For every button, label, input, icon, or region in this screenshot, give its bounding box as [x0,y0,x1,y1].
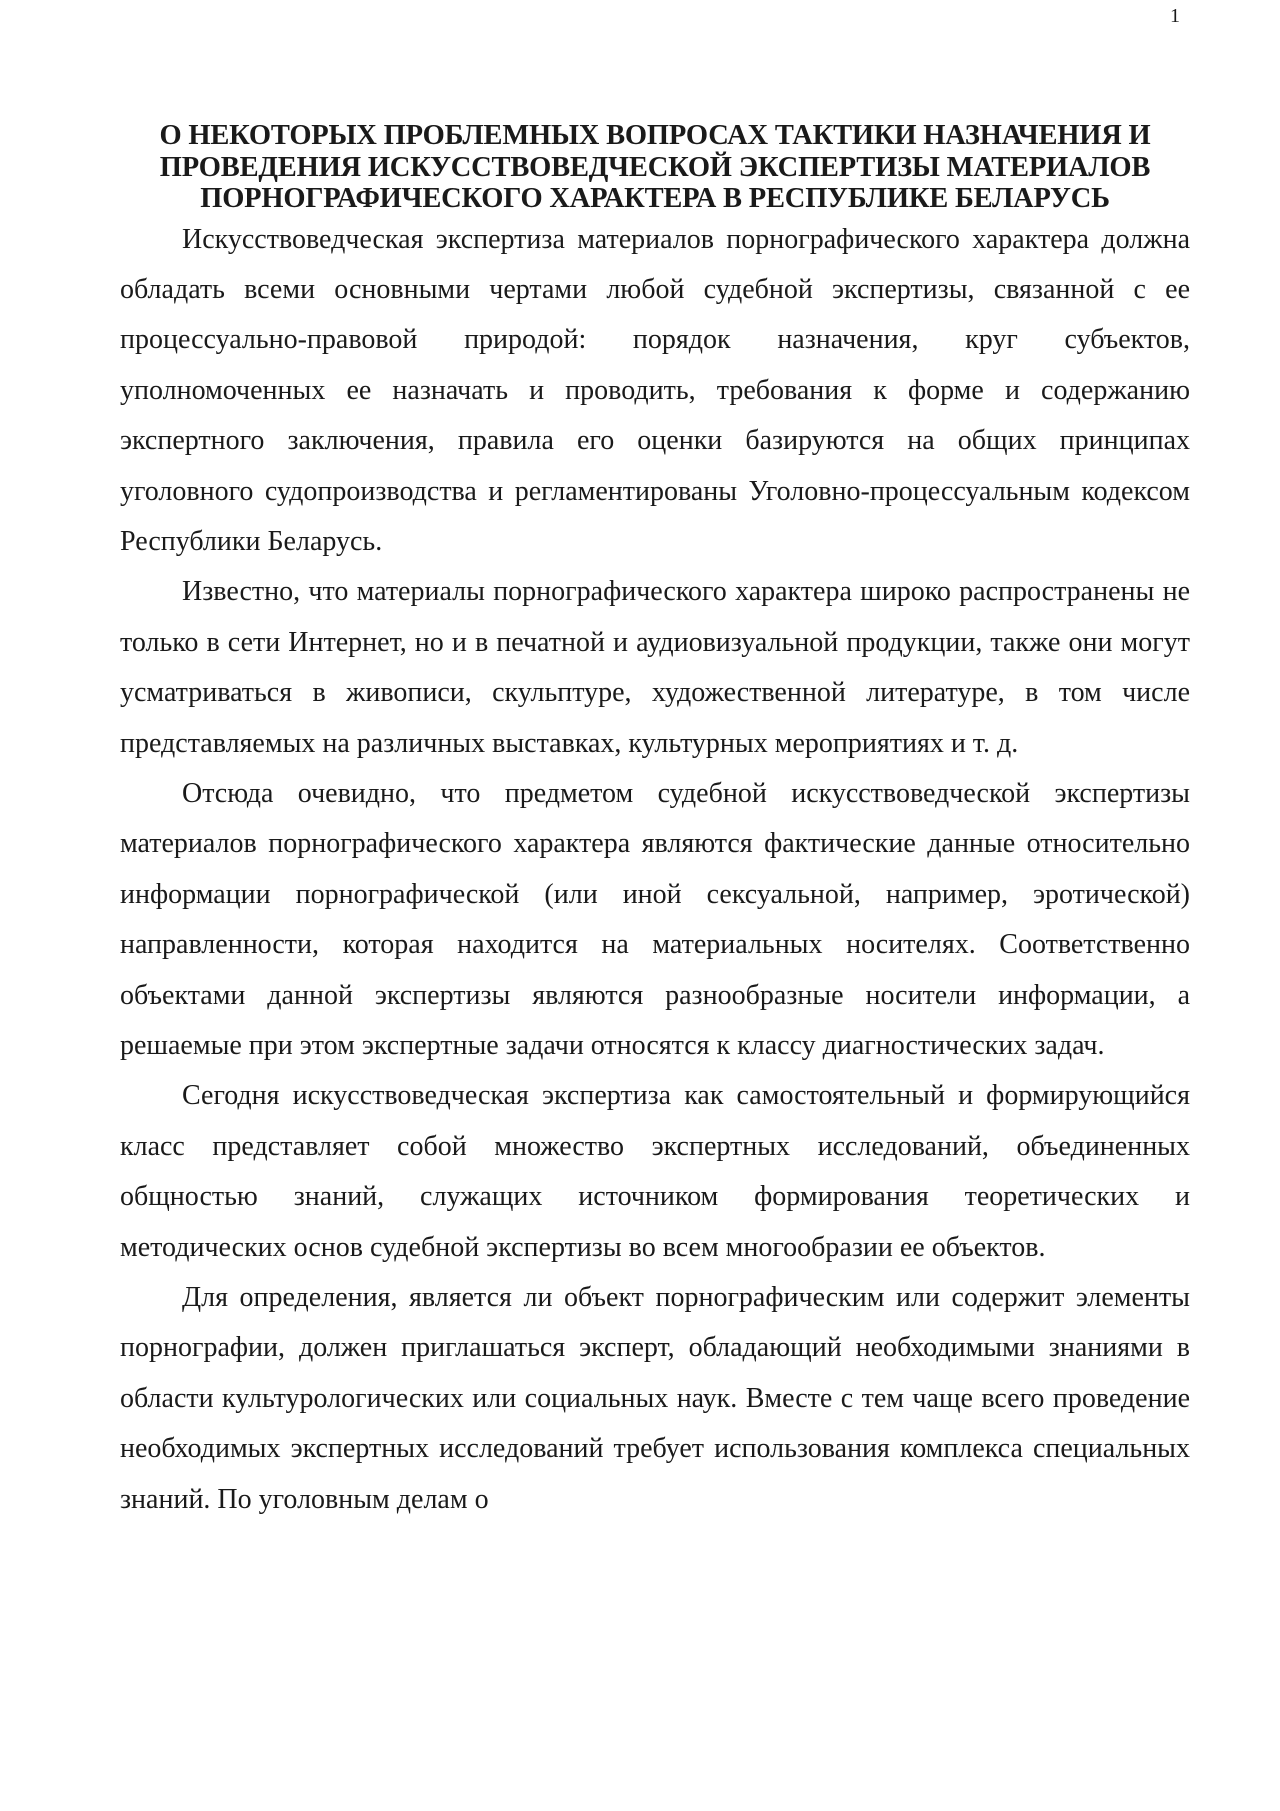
paragraph: Известно, что материалы порнографического характера широко распространены не только в сети Интернет, но и в печатной и аудиовизуальной продукции, также они могут усматриваться в живописи, скульптуре, художественной литературе, в том числе представляемых на различных выставках, культурных мероприятиях и т. д. [120,576,1190,759]
paragraph: Отсюда очевидно, что предметом судебной искусствоведческой экспертизы материалов порнографического характера являются фактические данные относительно информации порнографической (или иной сексуальной, например, эротической) направленности, которая находится на материальных носителях. Соответственно объектами данной экспертизы являются разнообразные носители информации, а решаемые при этом экспертные задачи относятся к классу диагностических задач. [120,777,1190,1061]
paragraph: Для определения, является ли объект порнографическим или содержит элементы порнографии, должен приглашаться эксперт, обладающий необходимыми знаниями в области культурологических или социальных наук. Вместе с тем чаще всего проведение необходимых экспертных исследований требует использования комплекса специальных знаний. По уголовным делам о [120,1282,1190,1515]
document-body [120,120,1190,1525]
article-title: О НЕКОТОРЫХ ПРОБЛЕМНЫХ ВОПРОСАХ ТАКТИКИ НАЗНАЧЕНИЯ И ПРОВЕДЕНИЯ ИСКУССТВОВЕДЧЕСКОЙ ЭКСПЕРТИЗЫ МАТЕРИАЛОВ ПОРНОГРАФИЧЕСКОГО ХАРАКТЕРА В РЕСПУБЛИКЕ БЕЛАРУСЬ [159,120,1151,214]
page-number: 1 [1170,5,1180,27]
paragraph: Искусствоведческая экспертиза материалов порнографического характера должна обладать всеми основными чертами любой судебной экспертизы, связанной с ее процессуально-правовой природой: порядок назначения, круг субъектов, уполномоченных ее назначать и проводить, требования к форме и содержанию экспертного заключения, правила его оценки базируются на общих принципах уголовного судопроизводства и регламентированы Уголовно-процессуальным кодексом Республики Беларусь. [120,223,1190,557]
paragraph: Сегодня искусствоведческая экспертиза как самостоятельный и формирующийся класс представляет собой множество экспертных исследований, объединенных общностью знаний, служащих источником формирования теоретических и методических основ судебной экспертизы во всем многообразии ее объектов. [120,1080,1190,1263]
